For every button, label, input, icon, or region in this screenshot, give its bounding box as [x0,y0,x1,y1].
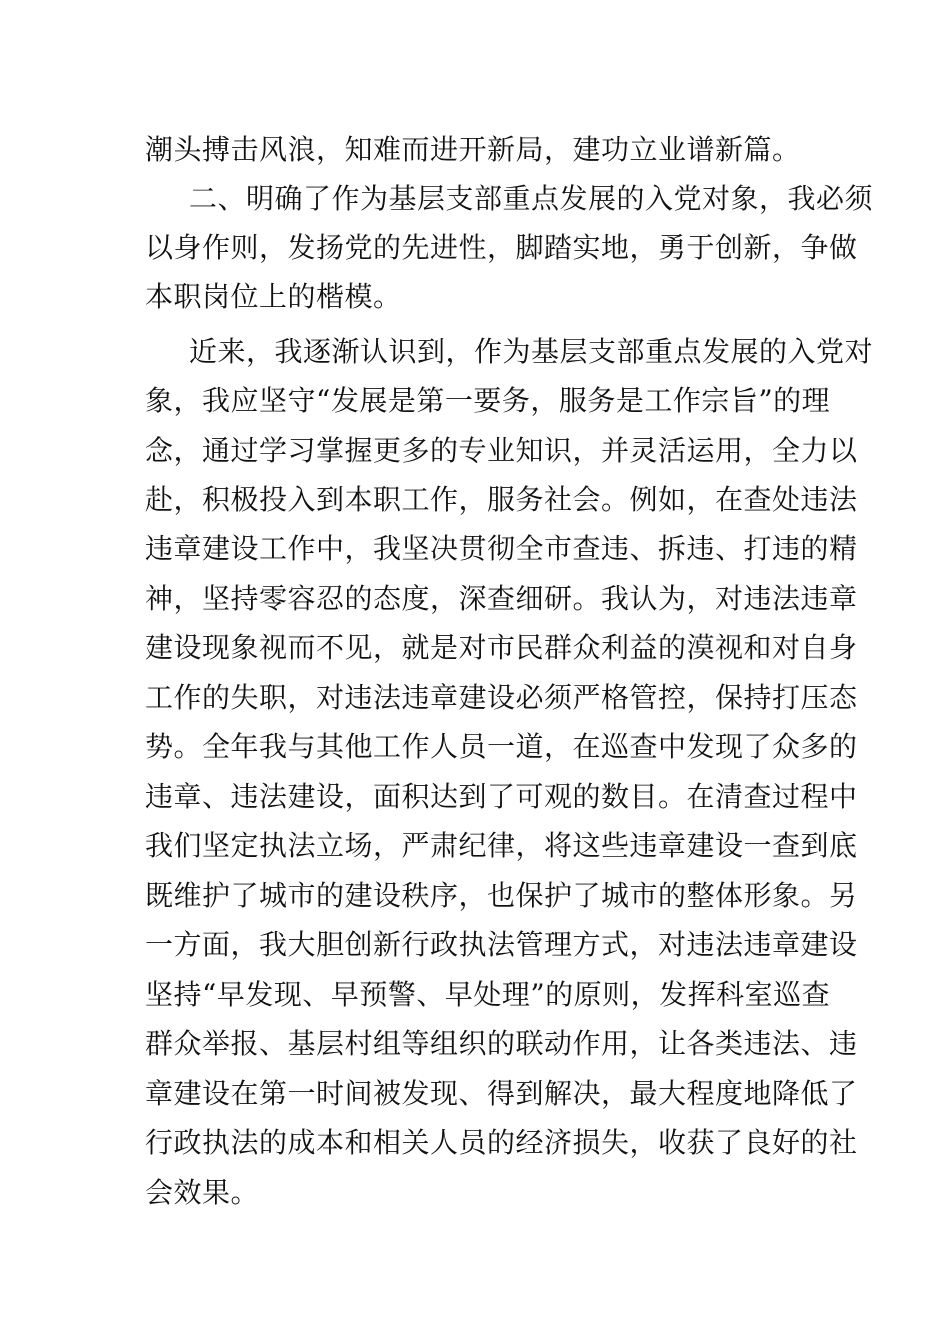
text-line: 会效果。 [145,1176,260,1209]
text-line: 象，我应坚守“发展是第一要务，服务是工作宗旨”的理 [145,384,831,417]
text-line: 我们坚定执法立场，严肃纪律，将这些违章建设一查到底 [145,829,858,862]
text-line: 违章、违法建设，面积达到了可观的数目。在清查过程中 [145,780,858,813]
paragraph-first-line: 近来，我逐渐认识到，作为基层支部重点发展的入党对 [189,335,874,368]
text-line: 念，通过学习掌握更多的专业知识，并灵活运用，全力以 [145,434,858,467]
text-line: 势。全年我与其他工作人员一道，在巡查中发现了众多的 [145,730,858,763]
text-line: 工作的失职，对违法违章建设必须严格管控，保持打压态 [145,681,858,714]
text-line: 本职岗位上的楷模。 [145,280,402,313]
text-line: 违章建设工作中，我坚决贯彻全市查违、拆违、打违的精 [145,532,858,565]
text-line: 神，坚持零容忍的态度，深查细研。我认为，对违法违章 [145,582,858,615]
section-heading-line: 二、明确了作为基层支部重点发展的入党对象，我必须 [189,182,874,215]
text-line: 一方面，我大胆创新行政执法管理方式，对违法违章建设 [145,928,858,961]
text-line: 章建设在第一时间被发现、得到解决，最大程度地降低了 [145,1077,858,1110]
text-line: 坚持“早发现、早预警、早处理”的原则，发挥科室巡查 [145,978,831,1011]
text-line: 以身作则，发扬党的先进性，脚踏实地，勇于创新，争做 [145,231,858,264]
text-line: 潮头搏击风浪，知难而进开新局，建功立业谱新篇。 [145,133,801,166]
text-line: 赴，积极投入到本职工作，服务社会。例如，在查处违法 [145,483,858,516]
text-line: 行政执法的成本和相关人员的经济损失，收获了良好的社 [145,1126,858,1159]
text-line: 群众举报、基层村组等组织的联动作用，让各类违法、违 [145,1027,858,1060]
text-line: 既维护了城市的建设秩序，也保护了城市的整体形象。另 [145,879,858,912]
text-line: 建设现象视而不见，就是对市民群众利益的漠视和对自身 [145,631,858,664]
